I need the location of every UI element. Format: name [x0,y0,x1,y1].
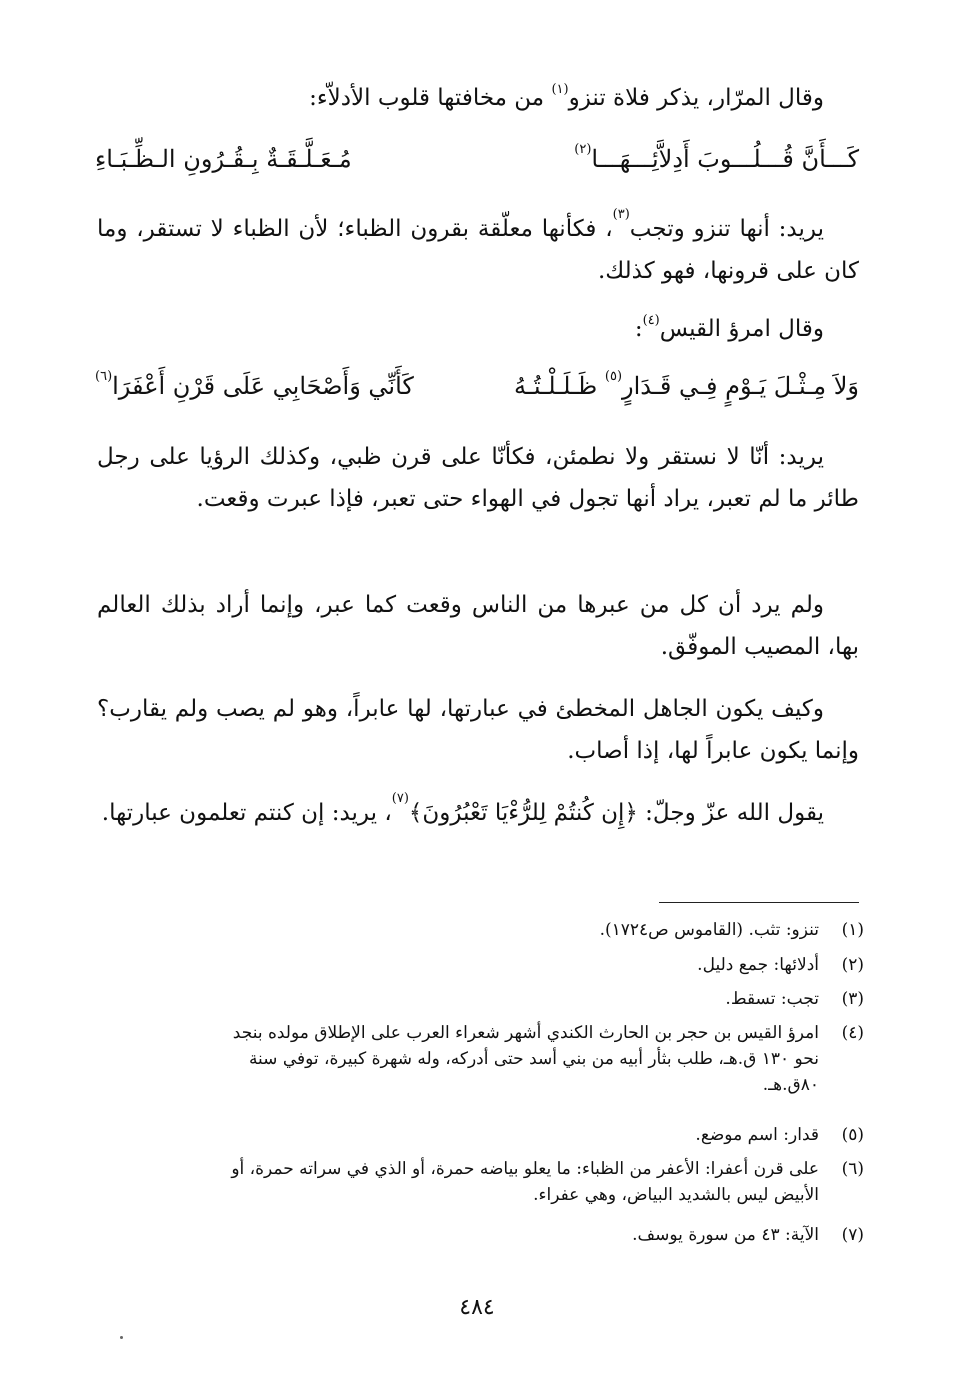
verse-2-left-hemistich: كَأَنِّي وَأَصْحَابِي عَلَى قَرْنِ أَعْفَرَا$^{(٦)}$ [95,369,414,400]
verse-1-right-hemistich: كَـــأَنَّ قُـــلُـــوبَ أَدِلاَّئِـــهَـــا$^{(٢)}$ [574,142,859,173]
intro-text-tail: من مخافتها قلوب الأدلاّء: [309,85,552,111]
footnote-ref: (٧) [391,791,409,806]
footnote-2: (٢)أدلائها: جمع دليل. [697,955,864,975]
intro-line-1 [309,83,824,113]
paragraph-1: يريد: أنها تنزو وتجب$^{(٣)}$، فكأنها معلّقة بقرون الظباء؛ لأن الظباء لا تستقر، وما كان على قرونها، فهو كذلك. [97,207,859,284]
paragraph-2: يريد: أنّا لا نستقر ولا نطمئن، فكأنّا على قرن ظبي، وكذلك الرؤيا على رجل طائر ما لم تعبر، يراد أنها تجول في الهواء حتى تعبر، فإذا عبرت وقعت. [97,444,859,512]
footnote-7: (٧)الآية: ٤٣ من سورة يوسف. [632,1225,864,1245]
footnote-5: (٥)قدار: اسم موضع. [695,1125,864,1145]
paragraph-4: وكيف يكون الجاهل المخطئ في عبارتها، لها عابراً، وهو لم يصب ولم يقارب؟ وإنما يكون عابراً لها، إذا أصاب. [97,696,859,764]
page-number: ٤٨٤ [459,1295,495,1320]
footnote-1: (١)تنزو: تثب. (القاموس ص١٧٢٤). [599,920,864,940]
intro-text: وقال المرّار، يذكر فلاة تنزو [568,85,824,111]
footnote-ref: (٣) [612,207,630,222]
intro-line-2: وقال امرؤ القيس$^{(٤)}$: [634,313,824,342]
footnote-separator [659,902,859,903]
scan-speck [120,1336,123,1339]
verse-2-right-hemistich: وَلاَ مِـثْـلَ يَـوْمٍ فِـي قَـدَارٍ$^{(٥)}$ ظَـلَـلْـتُـهُ [514,369,859,400]
footnote-6: (٦)على قرن أعفرا: الأعفر من الظباء: ما يعلو بياضه حمرة، أو الذي في سراته حمرة، أو الأبيض ليس بالشديد البياض، وهي عفراء. [231,1159,864,1205]
footnote-4: (٤)امرؤ القيس بن حجر بن الحارث الكندي أشهر شعراء العرب على الإطلاق مولده بنجد نحو ١٣٠ ق.هـ، طلب بثأر أبيه من بني أسد حتى أدركه، وله شهرة كبيرة، توفي سنة ٨٠ق.هـ. [232,1023,864,1095]
footnote-3: (٣)تجب: تسقط. [725,989,864,1009]
footnote-ref: (١) [551,82,569,97]
quran-quote: يقول الله عزّ وجلّ: ﴿إِن كُنتُمْ لِلرُّءْيَا تَعْبُرُونَ﴾ [408,800,824,826]
footnote-ref: (٢) [574,142,592,157]
verse-1-left-hemistich: مُـعَـلَّـقَـةٌ بِـقُـرُونِ الـظِّـبَـاءِ [95,145,352,173]
footnote-ref: (٤) [642,313,660,328]
footnote-ref: (٦) [95,369,113,384]
paragraph-3: ولم يرد أن كل من عبرها من الناس وقعت كما عبر، وإنما أراد بذلك العالم بها، المصيب الموفّق. [97,592,859,660]
footnote-ref: (٥) [604,369,623,384]
paragraph-5: يقول الله عزّ وجلّ: ﴿إِن كُنتُمْ لِلرُّءْيَا تَعْبُرُونَ﴾$^{(٧)}$، يريد: إن كنتم تعلمون عبارتها. [101,791,824,826]
